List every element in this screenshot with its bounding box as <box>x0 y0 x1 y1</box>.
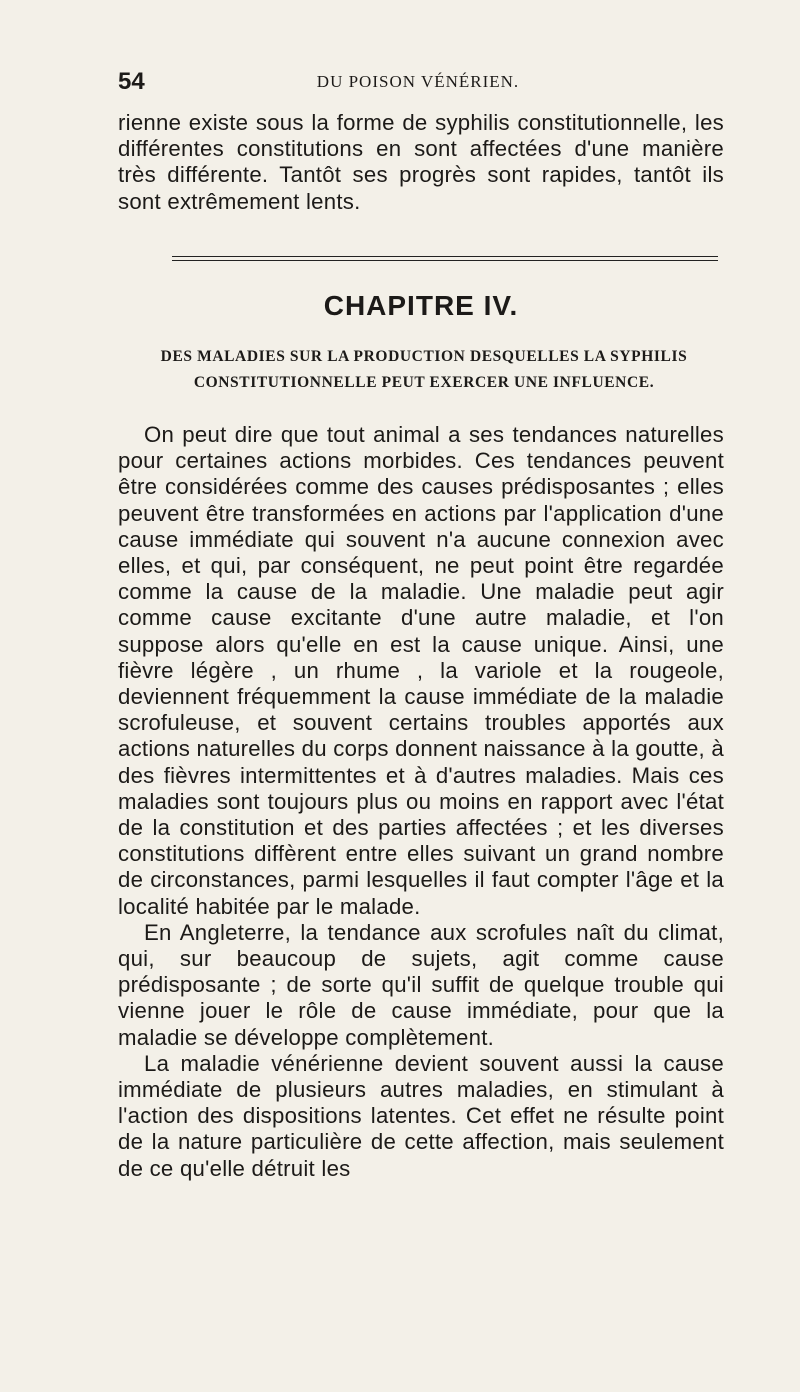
page-number: 54 <box>118 68 145 95</box>
chapter-rule-top <box>172 256 718 257</box>
body-text-block <box>118 422 724 1182</box>
page-header <box>118 68 718 98</box>
running-head: DU POISON VÉNÉRIEN. <box>316 72 520 91</box>
chapter-subtitle-line: DES MALADIES SUR LA PRODUCTION DESQUELLES LA SYPHILIS <box>160 348 688 365</box>
body-paragraph: On peut dire que tout animal a ses tendances naturelles pour certaines actions morbides. Ces tendances peuvent être considérées comme des causes prédisposantes ; elles peuvent être transformées en actions par l'application d'une cause immédiate qui souvent n'a aucune connexion avec elles, et qui, par conséquent, ne peut point être regardée comme la cause de la maladie. Une maladie peut agir comme cause excitante d'une autre maladie, et l'on suppose alors qu'elle en est la cause unique. Ainsi, une fièvre légère , un rhume , la variole et la rougeole, deviennent fréquemment la cause immédiate de la maladie scrofuleuse, et souvent certains troubles apportés aux actions naturelles du corps donnent naissance à la goutte, à des fièvres intermittentes et à d'autres maladies. Mais ces maladies sont toujours plus ou moins en rapport avec l'état de la constitution et des parties affectées ; et les diverses constitutions diffèrent entre elles suivant un grand nombre de circonstances, parmi lesquelles il faut compter l'âge et la localité habitée par le malade. <box>118 422 724 919</box>
intro-text-block <box>118 110 724 215</box>
chapter-subtitle-line: CONSTITUTIONNELLE PEUT EXERCER UNE INFLUENCE. <box>193 374 655 391</box>
chapter-title: CHAPITRE IV. <box>323 290 519 321</box>
chapter-rule-bottom <box>172 260 718 261</box>
chapter-subtitle <box>124 344 724 396</box>
body-paragraph: La maladie vénérienne devient souvent aussi la cause immédiate de plusieurs autres maladies, en stimulant à l'action des dispositions latentes. Cet effet ne résulte point de la nature particulière de cette affection, mais seulement de ce qu'elle détruit les <box>118 1050 724 1181</box>
body-paragraph: En Angleterre, la tendance aux scrofules naît du climat, qui, sur beaucoup de sujets, agit comme cause prédisposante ; de sorte qu'il suffit de quelque trouble qui vienne jouer le rôle de cause immédiate, pour que la maladie se développe complètement. <box>118 919 724 1050</box>
intro-paragraph: rienne existe sous la forme de syphilis constitutionnelle, les différentes constitutions en sont affectées d'une manière très différente. Tantôt ses progrès sont rapides, tantôt ils sont extrêmement lents. <box>118 110 724 214</box>
